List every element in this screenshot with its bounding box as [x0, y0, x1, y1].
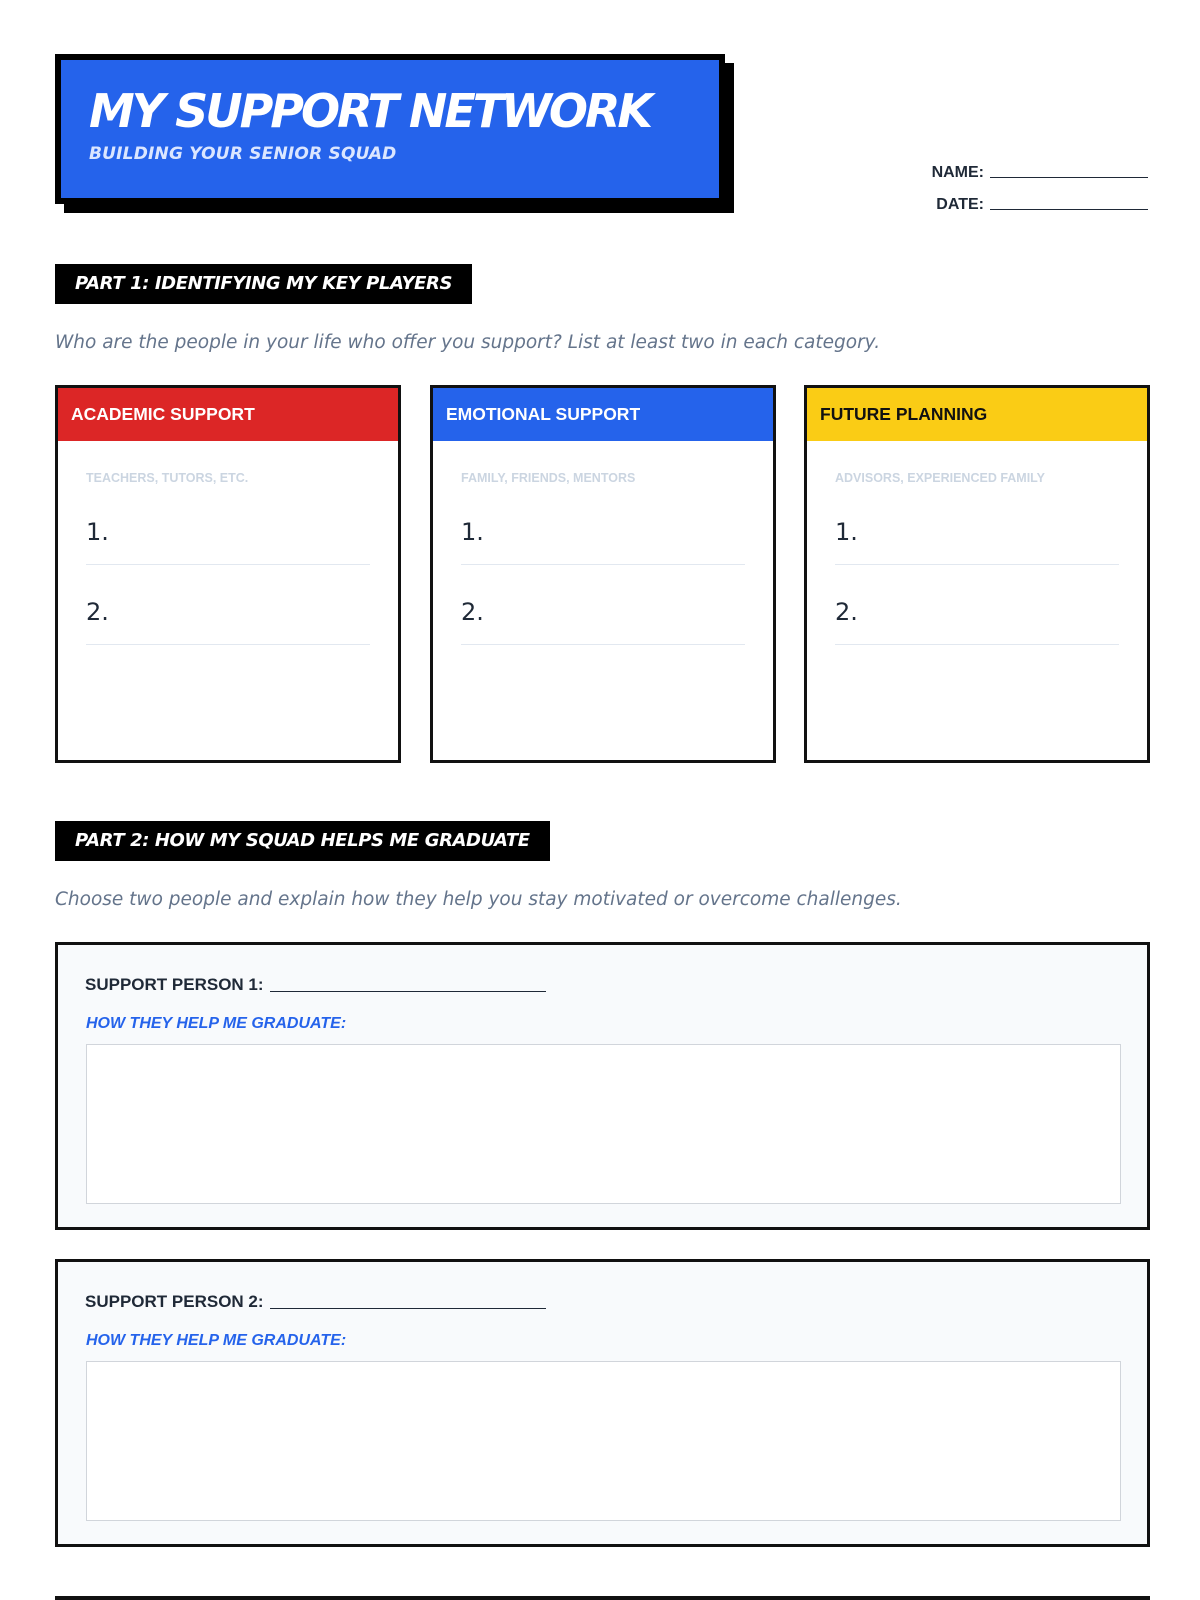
entry-line-2[interactable] — [86, 565, 370, 645]
card-future-planning — [804, 385, 1150, 763]
entry-line-1[interactable] — [86, 503, 370, 565]
support-person-1-section — [55, 942, 1150, 1230]
card-header: EMOTIONAL SUPPORT — [433, 388, 773, 441]
title-banner — [55, 54, 735, 214]
date-field[interactable] — [990, 209, 1148, 210]
title-banner-box — [55, 54, 725, 204]
entry-number: 1. — [835, 518, 858, 546]
how-they-help-textarea[interactable] — [86, 1044, 1121, 1204]
part2-heading: PART 2: HOW MY SQUAD HELPS ME GRADUATE — [55, 821, 550, 861]
card-academic-support — [55, 385, 401, 763]
support-person-2-section — [55, 1259, 1150, 1547]
card-header: FUTURE PLANNING — [807, 388, 1147, 441]
support-person-name-field[interactable] — [270, 991, 546, 992]
how-they-help-label: HOW THEY HELP ME GRADUATE: — [86, 1332, 347, 1349]
entry-line-1[interactable] — [835, 503, 1119, 565]
support-person-name-field[interactable] — [270, 1308, 546, 1309]
bottom-divider — [55, 1596, 1150, 1600]
student-info — [908, 150, 1148, 214]
support-person-label-text: SUPPORT PERSON 2: — [85, 1292, 264, 1311]
card-hint: FAMILY, FRIENDS, MENTORS — [461, 471, 636, 485]
card-hint: TEACHERS, TUTORS, ETC. — [86, 471, 249, 485]
entry-line-1[interactable] — [461, 503, 745, 565]
date-row — [908, 182, 1148, 214]
entry-number: 2. — [835, 598, 858, 626]
name-label: NAME: — [931, 164, 984, 181]
how-they-help-textarea[interactable] — [86, 1361, 1121, 1521]
entry-number: 1. — [461, 518, 484, 546]
support-person-label — [85, 975, 546, 995]
page-subtitle: BUILDING YOUR SENIOR SQUAD — [89, 144, 397, 164]
support-person-label — [85, 1292, 546, 1312]
entry-line-2[interactable] — [461, 565, 745, 645]
name-field[interactable] — [990, 177, 1148, 178]
date-label: DATE: — [936, 196, 984, 213]
support-person-label-text: SUPPORT PERSON 1: — [85, 975, 264, 994]
part1-heading: PART 1: IDENTIFYING MY KEY PLAYERS — [55, 264, 472, 304]
entry-number: 1. — [86, 518, 109, 546]
entry-line-2[interactable] — [835, 565, 1119, 645]
page-title: MY SUPPORT NETWORK — [89, 84, 651, 138]
card-hint: ADVISORS, EXPERIENCED FAMILY — [835, 471, 1045, 485]
entry-number: 2. — [86, 598, 109, 626]
entry-number: 2. — [461, 598, 484, 626]
part2-instructions: Choose two people and explain how they help you stay motivated or overcome challenges. — [55, 889, 902, 910]
name-row — [908, 150, 1148, 182]
how-they-help-label: HOW THEY HELP ME GRADUATE: — [86, 1015, 347, 1032]
card-header: ACADEMIC SUPPORT — [58, 388, 398, 441]
part1-instructions: Who are the people in your life who offer you support? List at least two in each category. — [55, 332, 881, 353]
card-emotional-support — [430, 385, 776, 763]
